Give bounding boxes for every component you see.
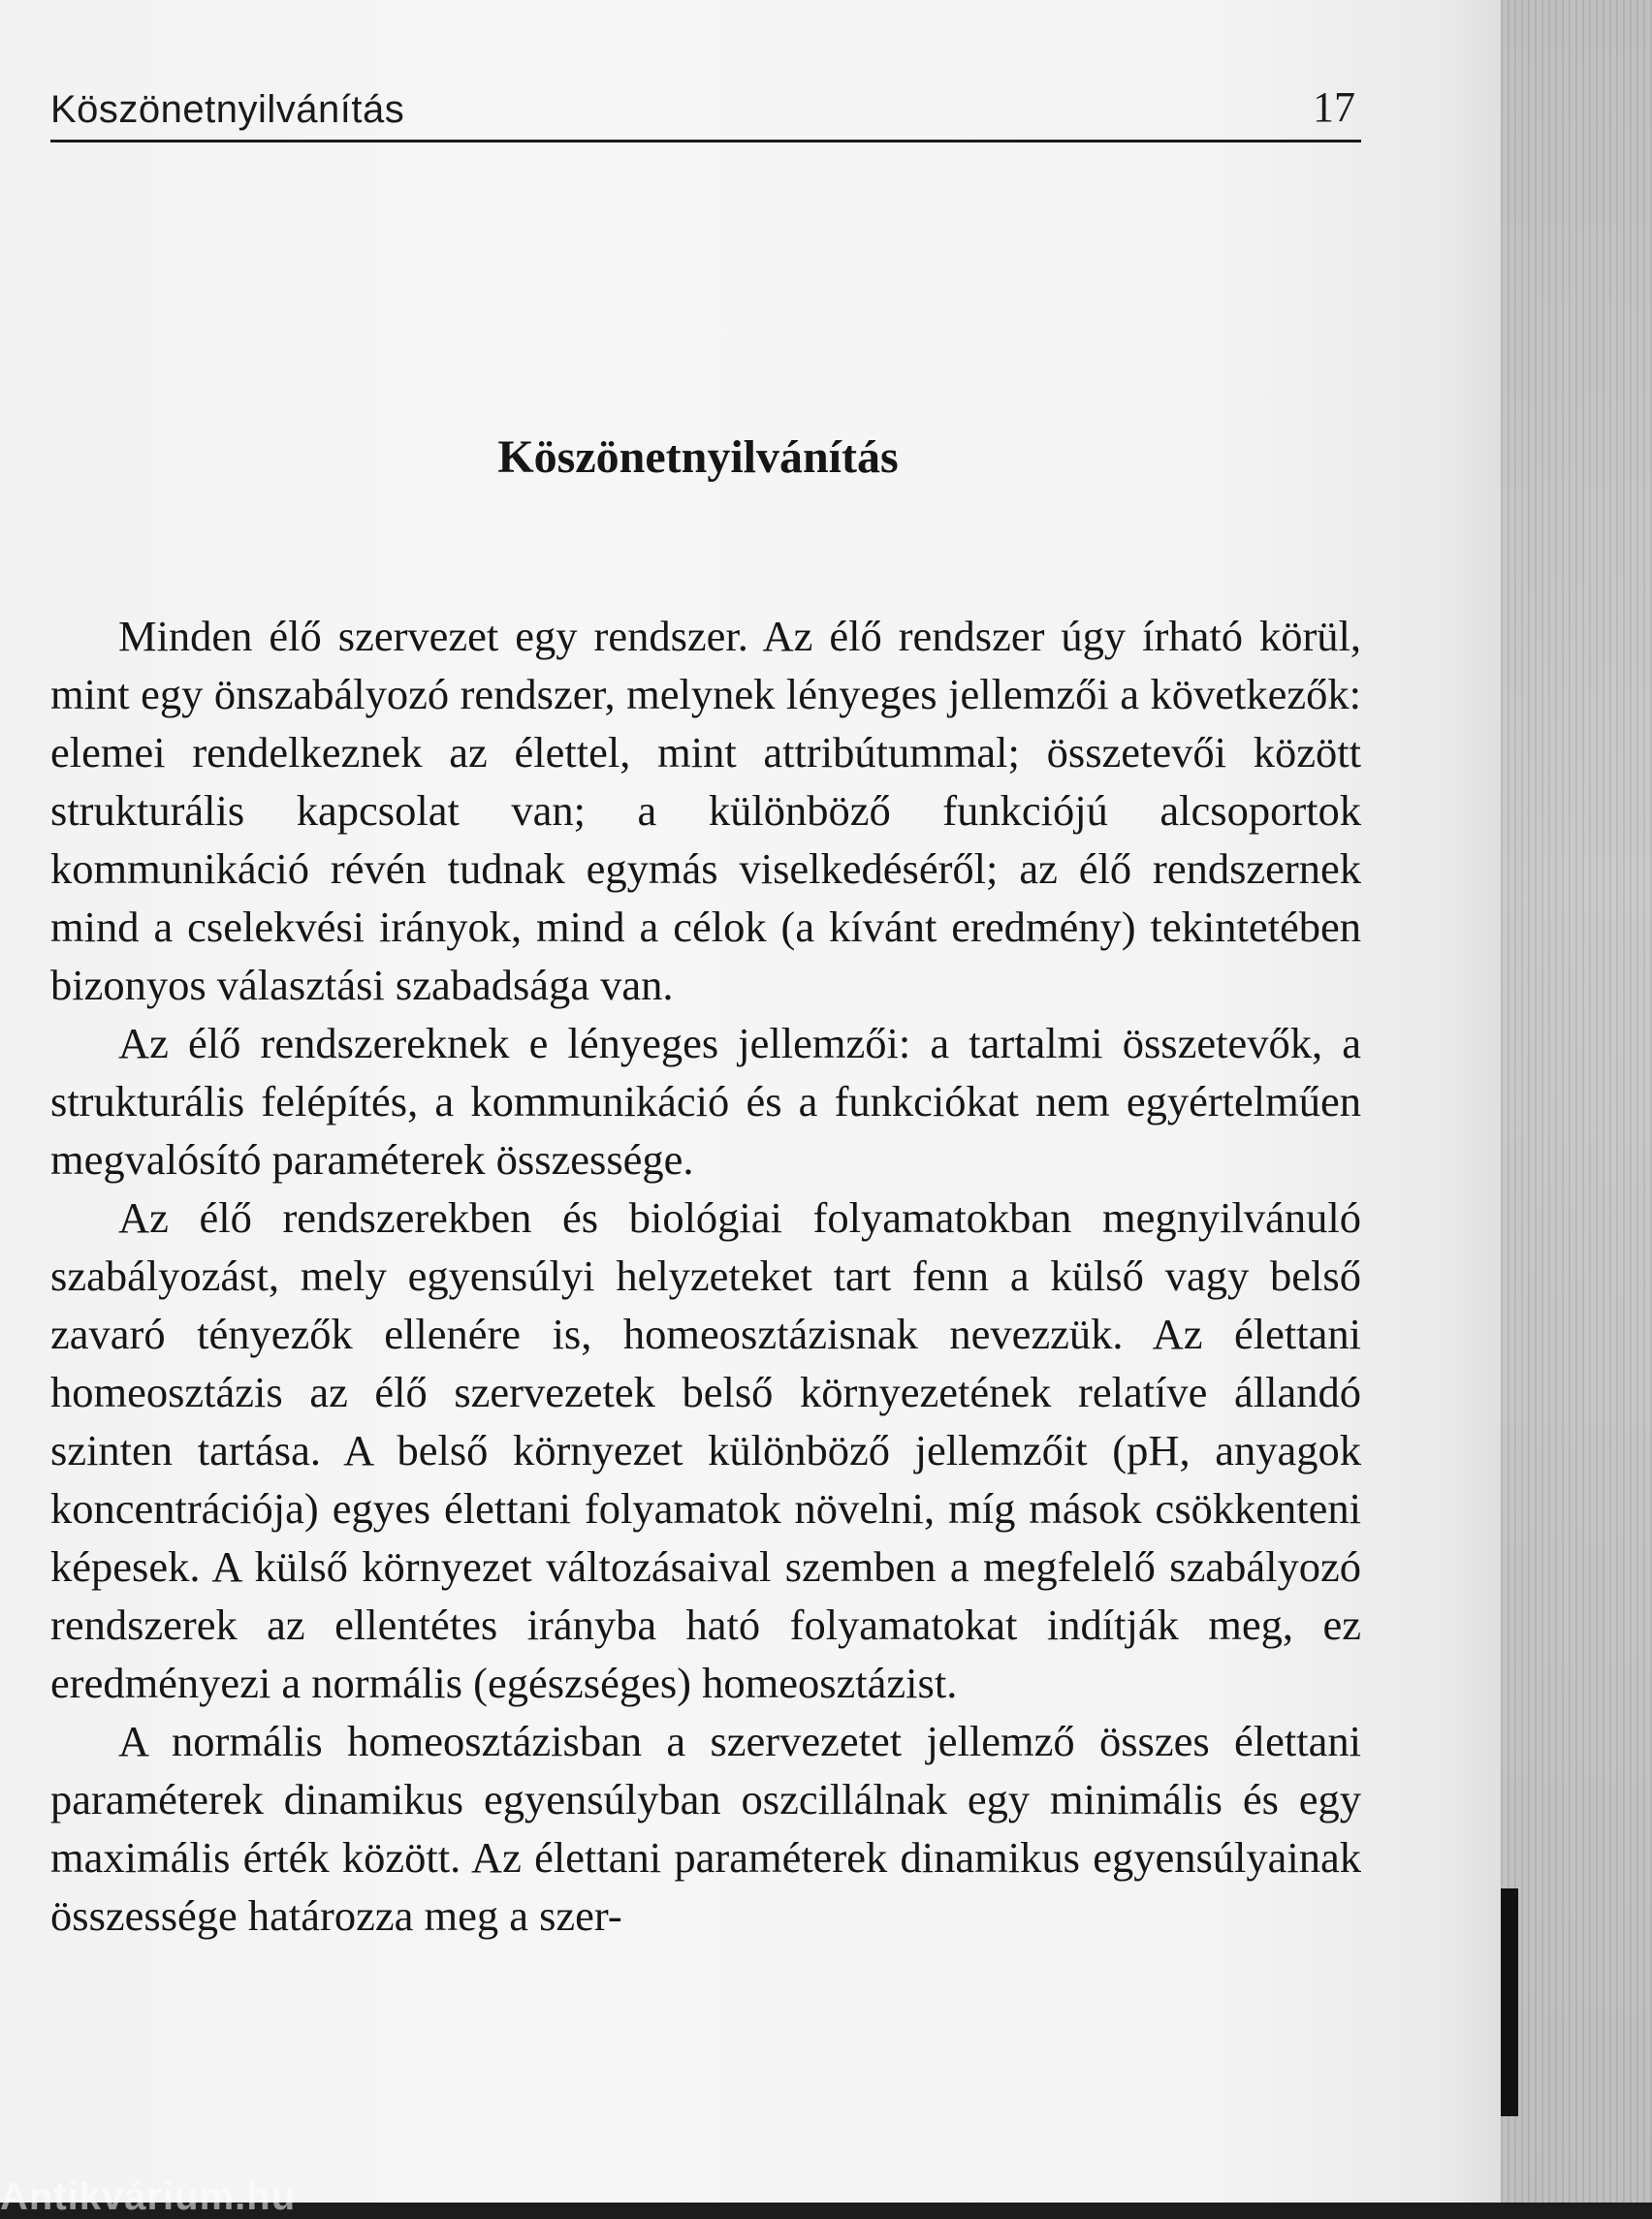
- running-header: [50, 76, 1361, 143]
- paragraph: Az élő rendszereknek e lényeges jellemzői: a tartalmi összetevők, a strukturális felépítés, a kommunikáció és a funkciókat nem egyértelműen megvalósító paraméterek összessége.: [50, 1019, 1361, 1184]
- paragraph: Az élő rendszerekben és biológiai folyamatokban megnyilvánuló szabályozást, mely egyensúlyi helyzeteket tart fenn a külső vagy belső zavaró tényezők ellenére is, homeosztázisnak nevezzük. Az élettani homeosztázis az élő szervezetek belső környezetének relatíve állandó szinten tartása. A belső környezet különböző jellemzőit (pH, anyagok koncentrációja) egyes élettani folyamatok növelni, míg mások csökkenteni képesek. A külső környezet változásaival szemben a megfelelő szabályozó rendszerek az ellentétes irányba ható folyamatokat indítják meg, ez eredményezi a normális (egészséges) homeosztázist.: [50, 1193, 1361, 1707]
- paragraph: A normális homeosztázisban a szervezetet jellemző összes élettani paraméterek dinamikus egyensúlyban oszcillálnak egy minimális és egy maximális érték között. Az élettani paraméterek dinamikus egyensúlyainak összessége határozza meg a szer-: [50, 1717, 1361, 1940]
- bookmark-tab: [1501, 1888, 1518, 2116]
- chapter-heading: Köszönetnyilvánítás: [497, 431, 899, 483]
- running-header-title: Köszönetnyilvánítás: [50, 88, 405, 131]
- watermark: Antikvárium.hu: [0, 2175, 297, 2218]
- paragraph: Minden élő szervezet egy rendszer. Az élő rendszer úgy írható körül, mint egy önszabályozó rendszer, melynek lényeges jellemzői a következők: elemei rendelkeznek az élettel, mint attribútummal; összetevői között strukturális kapcsolat van; a különböző funkciójú alcsoportok kommunikáció révén tudnak egymás viselkedéséről; az élő rendszernek mind a cselekvési irányok, mind a célok (a kívánt eredmény) tekintetében bizonyos választási szabadsága van.: [50, 612, 1361, 1009]
- adjacent-page-edge: [1501, 0, 1652, 2203]
- page-number: 17: [1313, 83, 1355, 131]
- body-text: [50, 607, 1361, 1945]
